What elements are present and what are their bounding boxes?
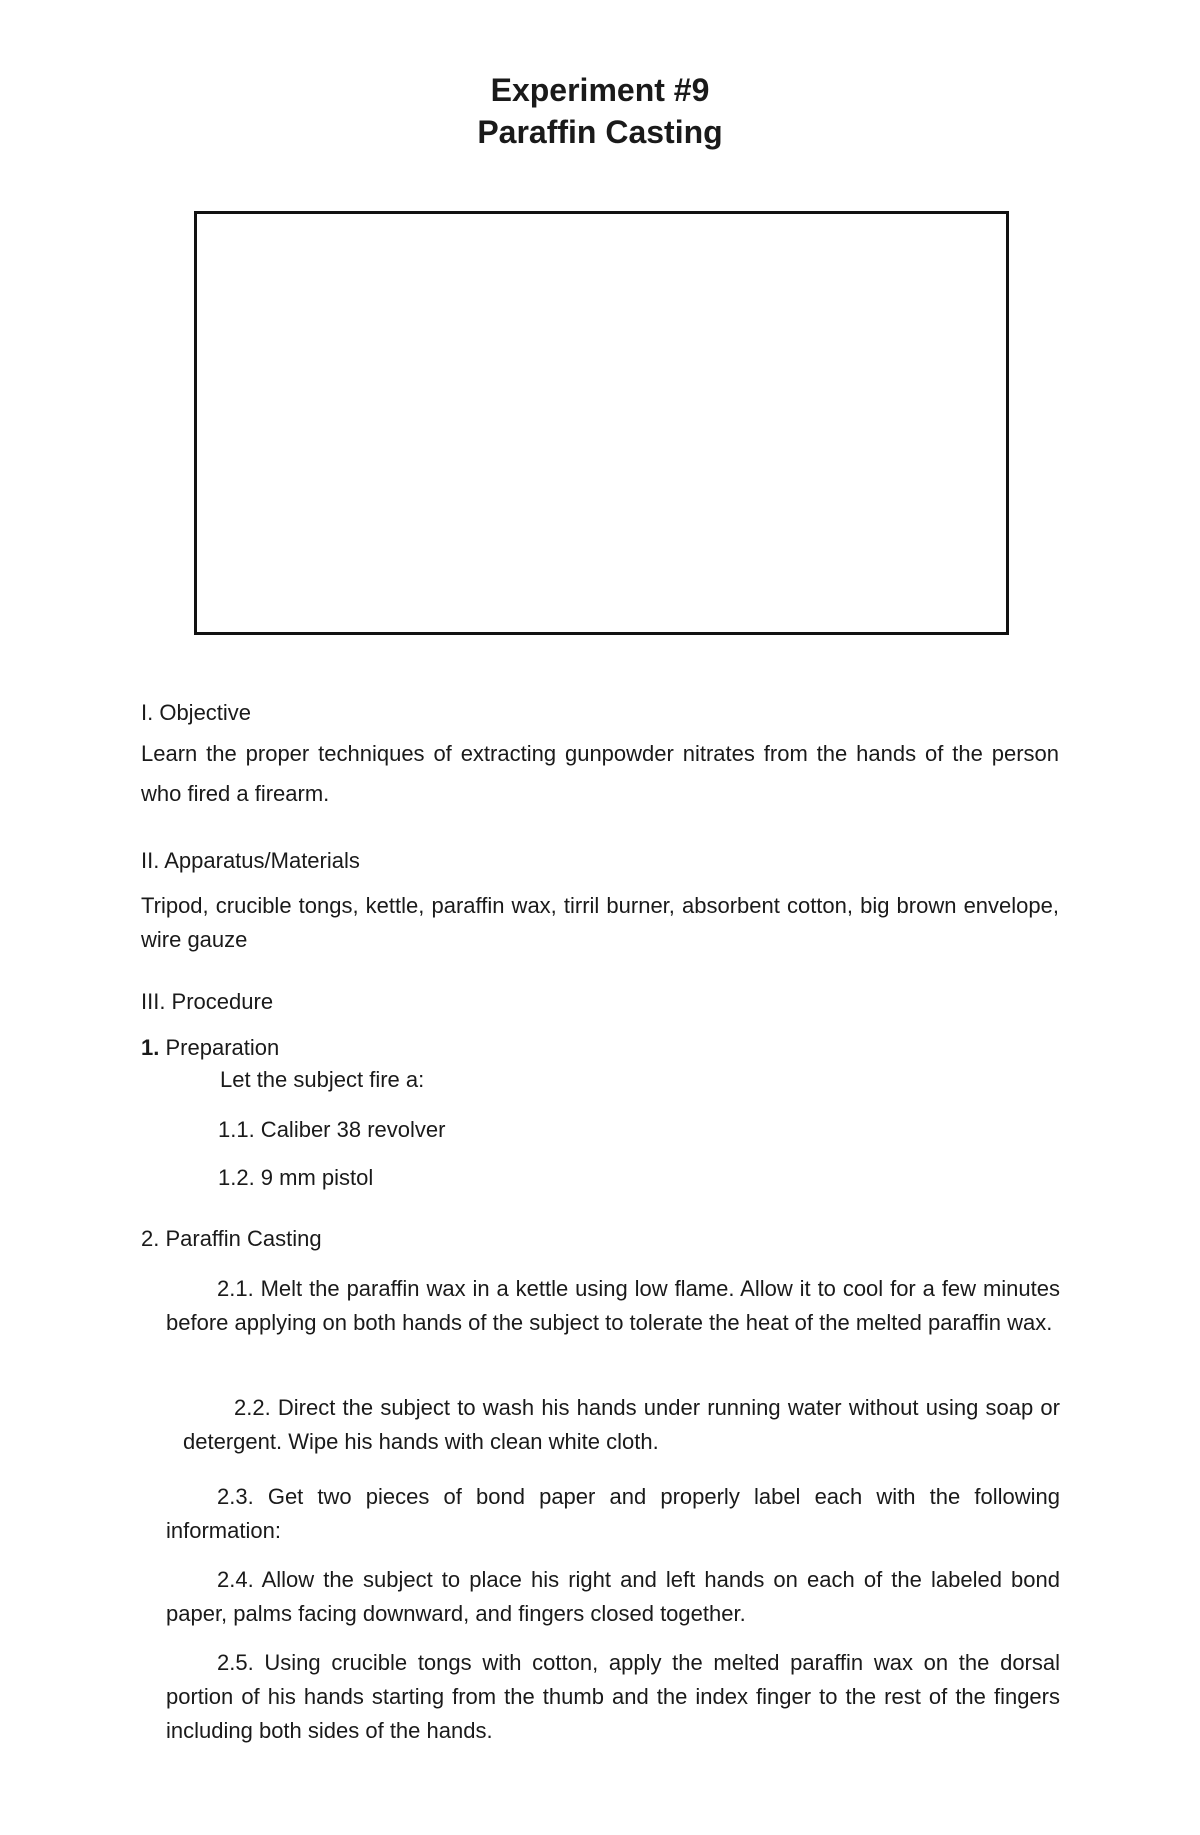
preparation-item: 1.1. Caliber 38 revolver xyxy=(218,1117,446,1142)
objective-text: Learn the proper techniques of extracting gunpowder nitrates from the hands of the person who fired a firearm. xyxy=(141,741,1059,806)
casting-step: 2.5. Using crucible tongs with cotton, apply the melted paraffin wax on the dorsal portion of his hands starting from the thumb and the index finger to the rest of the fingers including both sides of the hands. xyxy=(166,1650,1060,1743)
casting-step: 2.3. Get two pieces of bond paper and properly label each with the following information: xyxy=(166,1484,1060,1543)
casting-heading: 2. Paraffin Casting xyxy=(141,1226,322,1251)
objective-heading: I. Objective xyxy=(141,700,252,725)
preparation-number: 1. xyxy=(141,1035,160,1060)
procedure-heading: III. Procedure xyxy=(141,989,274,1014)
preparation-label: Preparation xyxy=(165,1035,280,1060)
casting-step: 2.4. Allow the subject to place his right and left hands on each of the labeled bond paper, palms facing downward, and fingers closed together. xyxy=(166,1567,1060,1626)
casting-step: 2.2. Direct the subject to wash his hands under running water without using soap or detergent. Wipe his hands with clean white cloth. xyxy=(183,1395,1060,1454)
apparatus-heading: II. Apparatus/Materials xyxy=(141,848,360,873)
title-line-2: Paraffin Casting xyxy=(477,114,723,150)
casting-step: 2.1. Melt the paraffin wax in a kettle using low flame. Allow it to cool for a few minutes before applying on both hands of the subject to tolerate the heat of the melted paraffin wax. xyxy=(166,1276,1060,1335)
preparation-intro: Let the subject fire a: xyxy=(220,1067,425,1092)
apparatus-text: Tripod, crucible tongs, kettle, paraffin wax, tirril burner, absorbent cotton, big brown envelope, wire gauze xyxy=(141,893,1059,952)
preparation-item: 1.2. 9 mm pistol xyxy=(218,1165,374,1190)
title-line-1: Experiment #9 xyxy=(490,72,710,108)
preparation-heading xyxy=(141,1031,279,1065)
image-placeholder-box xyxy=(194,211,1009,635)
